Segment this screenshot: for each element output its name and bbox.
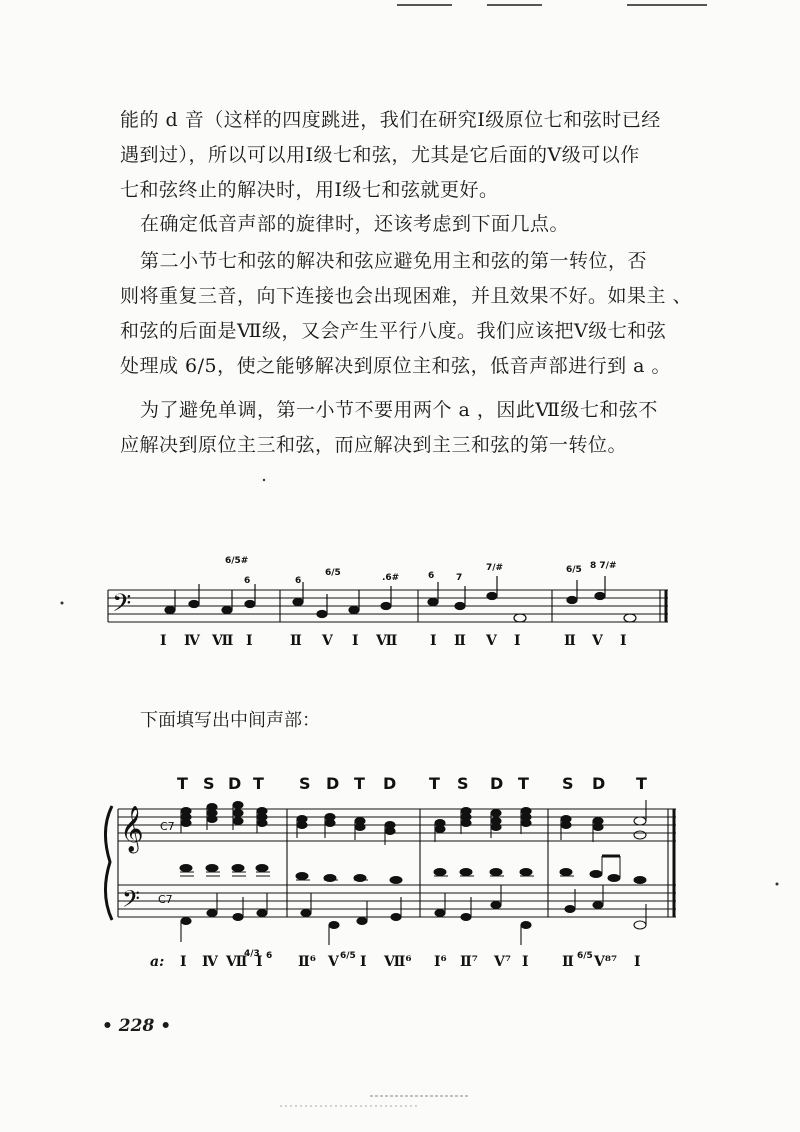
svg-text:𝄞: 𝄞: [120, 806, 144, 852]
fn-9: T: [429, 774, 440, 793]
rn1-4: Ⅰ: [246, 633, 253, 649]
rn1-14: Ⅴ: [592, 633, 603, 649]
rn1-9: Ⅰ: [430, 633, 437, 649]
rn1-11: Ⅴ: [486, 633, 497, 649]
fn-11: D: [490, 774, 504, 793]
rn1-8: Ⅶ: [376, 633, 398, 649]
fn-5: S: [299, 774, 311, 793]
treble-clef-icon: [120, 806, 144, 854]
rn1-6: Ⅴ: [322, 633, 333, 649]
scan-speck: [263, 479, 265, 481]
rn2-10: Ⅱ⁷: [460, 954, 478, 970]
example-caption: 下面填写出中间声部：: [140, 710, 320, 731]
rn2-1: Ⅰ: [180, 954, 187, 970]
rn2-12: Ⅰ: [522, 954, 529, 970]
figure-7: 7: [456, 573, 463, 583]
paragraph-4: 为了避免单调，第一小节不要用两个 a ，因此Ⅶ级七和弦不 应解决到原位主三和弦，而应解决到主三和弦的第一转位。: [120, 399, 658, 456]
fn-3: D: [228, 774, 242, 793]
key-label: a:: [150, 954, 165, 970]
paragraph-3: 第二小节七和弦的解决和弦应避免用主和弦的第一转位，否 则将重复三音，向下连接也会出现困难，并且效果不好。如果主 、 和弦的后面是Ⅶ级，又会产生平行八度。我们应该把Ⅴ级七和弦 处理成 6/5，使之能够解决到原位主和弦，低音声部进行到 a 。: [120, 250, 693, 377]
example-1-roman-numerals: [160, 633, 627, 649]
fn-1: T: [177, 774, 188, 793]
rn2-7: Ⅰ: [360, 954, 367, 970]
rn2-3: Ⅶ: [226, 954, 248, 970]
fn-12: T: [518, 774, 529, 793]
rn2-5: Ⅱ⁶: [298, 954, 316, 970]
scan-speck: [61, 602, 64, 605]
figure-9: 6/5: [566, 565, 582, 575]
fn-15: T: [636, 774, 647, 793]
page-number: • 228 •: [102, 1016, 172, 1036]
fn-7: T: [354, 774, 365, 793]
example-1-notes: [165, 576, 636, 622]
brace-icon: [105, 806, 112, 920]
rn1-1: Ⅰ: [160, 633, 167, 649]
example-2-inner-notes: [180, 856, 646, 884]
scan-speck: [776, 883, 779, 886]
example-2-bass-notes: [181, 885, 646, 945]
rn2-14: Ⅴ⁸⁷: [594, 954, 618, 970]
example-2-functions: [177, 774, 647, 793]
rn1-10: Ⅱ: [454, 633, 466, 649]
fn-2: S: [203, 774, 215, 793]
sup2-13: 6/5: [577, 951, 593, 961]
rn2-6: Ⅴ: [328, 954, 339, 970]
fn-13: S: [562, 774, 574, 793]
sup2-6: 6/5: [340, 951, 356, 961]
svg-text:𝄢: 𝄢: [112, 589, 132, 624]
figure-2: 6: [244, 576, 251, 586]
paragraph-1: 能的 d 音（这样的四度跳进，我们在研究Ⅰ级原位七和弦时已经 遇到过），所以可以用Ⅰ级七和弦，尤其是它后面的Ⅴ级可以作 七和弦终止的解决时，用Ⅰ级七和弦就更好。: [120, 109, 661, 201]
rn2-4: Ⅰ: [256, 954, 263, 970]
rn1-13: Ⅱ: [564, 633, 576, 649]
figure-5: .6#: [382, 573, 400, 583]
svg-text:𝄢: 𝄢: [122, 885, 141, 918]
rn2-9: Ⅰ⁶: [434, 954, 447, 970]
figure-1: 6/5#: [225, 556, 249, 566]
rn1-15: Ⅰ: [620, 633, 627, 649]
sup2-4: 6: [266, 951, 273, 961]
bass-clef-icon: [112, 589, 131, 624]
fn-8: D: [383, 774, 397, 793]
time-signature-icon: C7: [160, 820, 175, 833]
rn1-7: Ⅰ: [352, 633, 359, 649]
sup2-3: 4/3: [244, 949, 260, 959]
figure-8: 7/#: [486, 563, 504, 573]
rn2-2: Ⅳ: [202, 954, 218, 970]
rn1-5: Ⅱ: [290, 633, 302, 649]
example-2-roman-numerals: [150, 949, 641, 970]
time-signature-bass-icon: C7: [158, 893, 173, 906]
figure-4: 6/5: [325, 568, 341, 578]
paragraph-2: 在确定低音声部的旋律时，还该考虑到下面几点。: [140, 213, 570, 235]
rn2-13: Ⅱ: [562, 954, 574, 970]
example-2-staves: [118, 809, 676, 917]
fn-6: D: [326, 774, 340, 793]
rn2-11: Ⅴ⁷: [494, 954, 511, 970]
figure-6: 6: [428, 571, 435, 581]
figure-10: 8 7/#: [590, 561, 617, 571]
rn1-3: Ⅶ: [212, 633, 234, 649]
example-2-treble-notes: [181, 800, 646, 845]
rn2-8: Ⅶ⁶: [384, 954, 412, 970]
rn1-12: Ⅰ: [514, 633, 521, 649]
rn1-2: Ⅳ: [184, 633, 200, 649]
figure-3: 6: [295, 576, 302, 586]
rn2-15: Ⅰ: [634, 954, 641, 970]
bass-clef-icon-2: [122, 885, 140, 918]
fn-4: T: [253, 774, 264, 793]
fn-10: S: [457, 774, 469, 793]
fn-14: D: [592, 774, 606, 793]
